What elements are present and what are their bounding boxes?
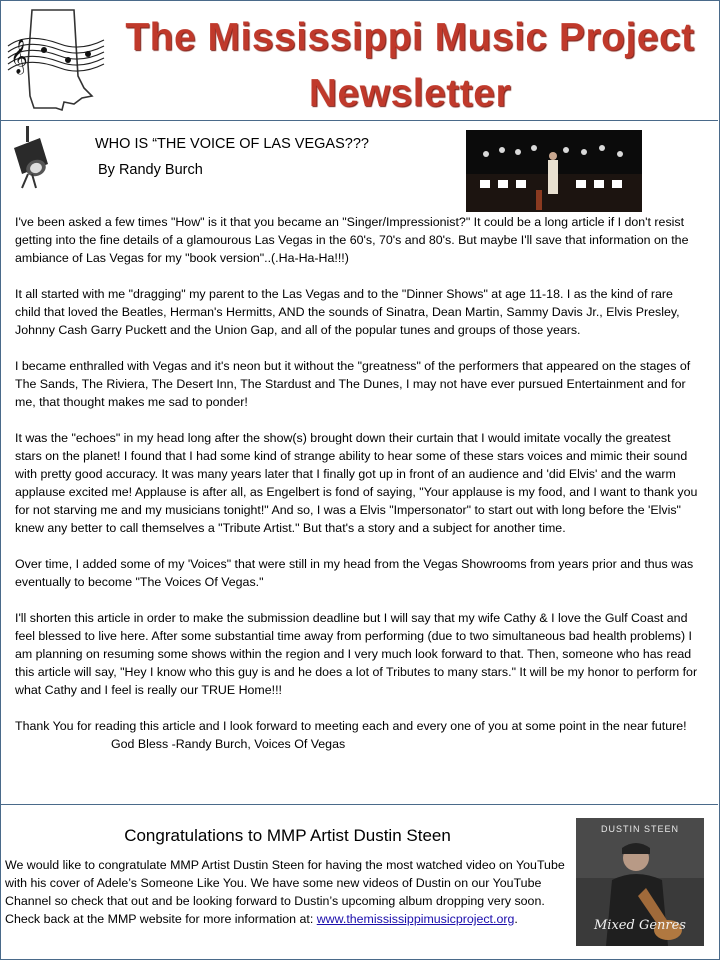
- section-divider: [0, 804, 718, 805]
- article-title: WHO IS “THE VOICE OF LAS VEGAS???: [95, 136, 369, 152]
- article-paragraph: It all started with me "dragging" my parent to the Las Vegas and to the "Dinner Shows" at age 11-18. I as the kind of rare child that loved the Beatles, Herman's Hermitts, AND the sounds of Sinatra, Dean Martin, Sammy Davis Jr., Elvis Presley, Johnny Cash Garry Puckett and the Union Gap, and all of the popular tunes and groups of those years.: [15, 287, 680, 337]
- album-artist-name: DUSTIN STEEN: [600, 824, 679, 834]
- article-body: [15, 213, 699, 753]
- congrats-title: Congratulations to MMP Artist Dustin Steen: [124, 826, 451, 845]
- mmp-website-link[interactable]: www.themississippimusicproject.org: [316, 912, 515, 926]
- article-paragraph: It was the "echoes" in my head long after the show(s) brought down their curtain that I would imitate vocally the greatest stars on the planet! I found that I had some kind of strange ability to hear some of these stars voices and mimic their sound with pretty good accuracy. It was many years later that I finally got up in front of an audience and 'did Elvis' and the warm applause excited me! Applause is after all, as Engelbert is fond of saying, "Your applause is my food, and I want to thank you for not starving me and my musicians tonight!" And so, I was a Elvis "Impersonator" to start out with long before the 'Elvis" knew any better to call themselves a "Tribute Artist." But that's a story and a subject for another time.: [15, 431, 698, 535]
- newsletter-header: [0, 0, 718, 121]
- article-paragraph: I'll shorten this article in order to make the submission deadline but I will say that my wife Cathy & I love the Gulf Coast and feel blessed to live here. After some substantial time away from performing (due to two simultaneous bad health problems) I am planning on resuming some shows within the region and I very much look forward to that. Then, someone who has read this article will say, "Hey I know who this guy is and he does a lot of Tributes to many stars." It will be my honor to perform for what Cathy and I feel is really our TRUE Home!!!: [15, 611, 698, 697]
- spotlight-icon: [6, 124, 56, 190]
- mississippi-music-logo: [4, 4, 108, 116]
- album-title-script: Mixed Genres: [594, 918, 686, 933]
- band-performance-photo: [466, 130, 642, 212]
- article-paragraph: Over time, I added some of my 'Voices" that were still in my head from the Vegas Showrooms from years prior and thus was eventually to become "The Voices Of Vegas.": [15, 557, 694, 589]
- newsletter-title-line2: Newsletter: [308, 72, 512, 115]
- article-byline: By Randy Burch: [98, 162, 203, 178]
- article-paragraph: I became enthralled with Vegas and it's neon but it without the "greatness" of the performers that appeared on the stages of The Sands, The Riviera, The Desert Inn, The Stardust and The Dunes, I may not have ever pursued Entertainment and for me, that thought makes me sad to ponder!: [15, 359, 691, 409]
- article-paragraph: I've been asked a few times "How" is it that you became an "Singer/Impressionist?" It could be a long article if I don't resist getting into the fine details of a glamourous Las Vegas in the 60's, 70's and 80's. But maybe I'll save that information on the ambiance of Las Vegas for my "book version"..(.Ha-Ha-Ha!!!): [15, 215, 689, 265]
- congrats-body: [5, 856, 575, 928]
- congrats-text: We would like to congratulate MMP Artist Dustin Steen for having the most watched video on YouTube with his cover of Adele’s Someone Like You. We have some new videos of Dustin on our YouTube Channel so check that out and be looking forward to Dustin’s upcoming album dropping very soon. Check back at the MMP website for more information at:: [5, 858, 565, 926]
- article-signature: God Bless -Randy Burch, Voices Of Vegas: [111, 737, 346, 751]
- svg-text:𝄞: 𝄞: [10, 39, 28, 74]
- newsletter-title-line1: The Mississippi Music Project: [125, 16, 695, 59]
- congrats-link-suffix: .: [514, 912, 518, 926]
- album-cover-image: [576, 818, 704, 946]
- article-paragraph: Thank You for reading this article and I look forward to meeting each and every one of you at some point in the near future!: [15, 719, 687, 733]
